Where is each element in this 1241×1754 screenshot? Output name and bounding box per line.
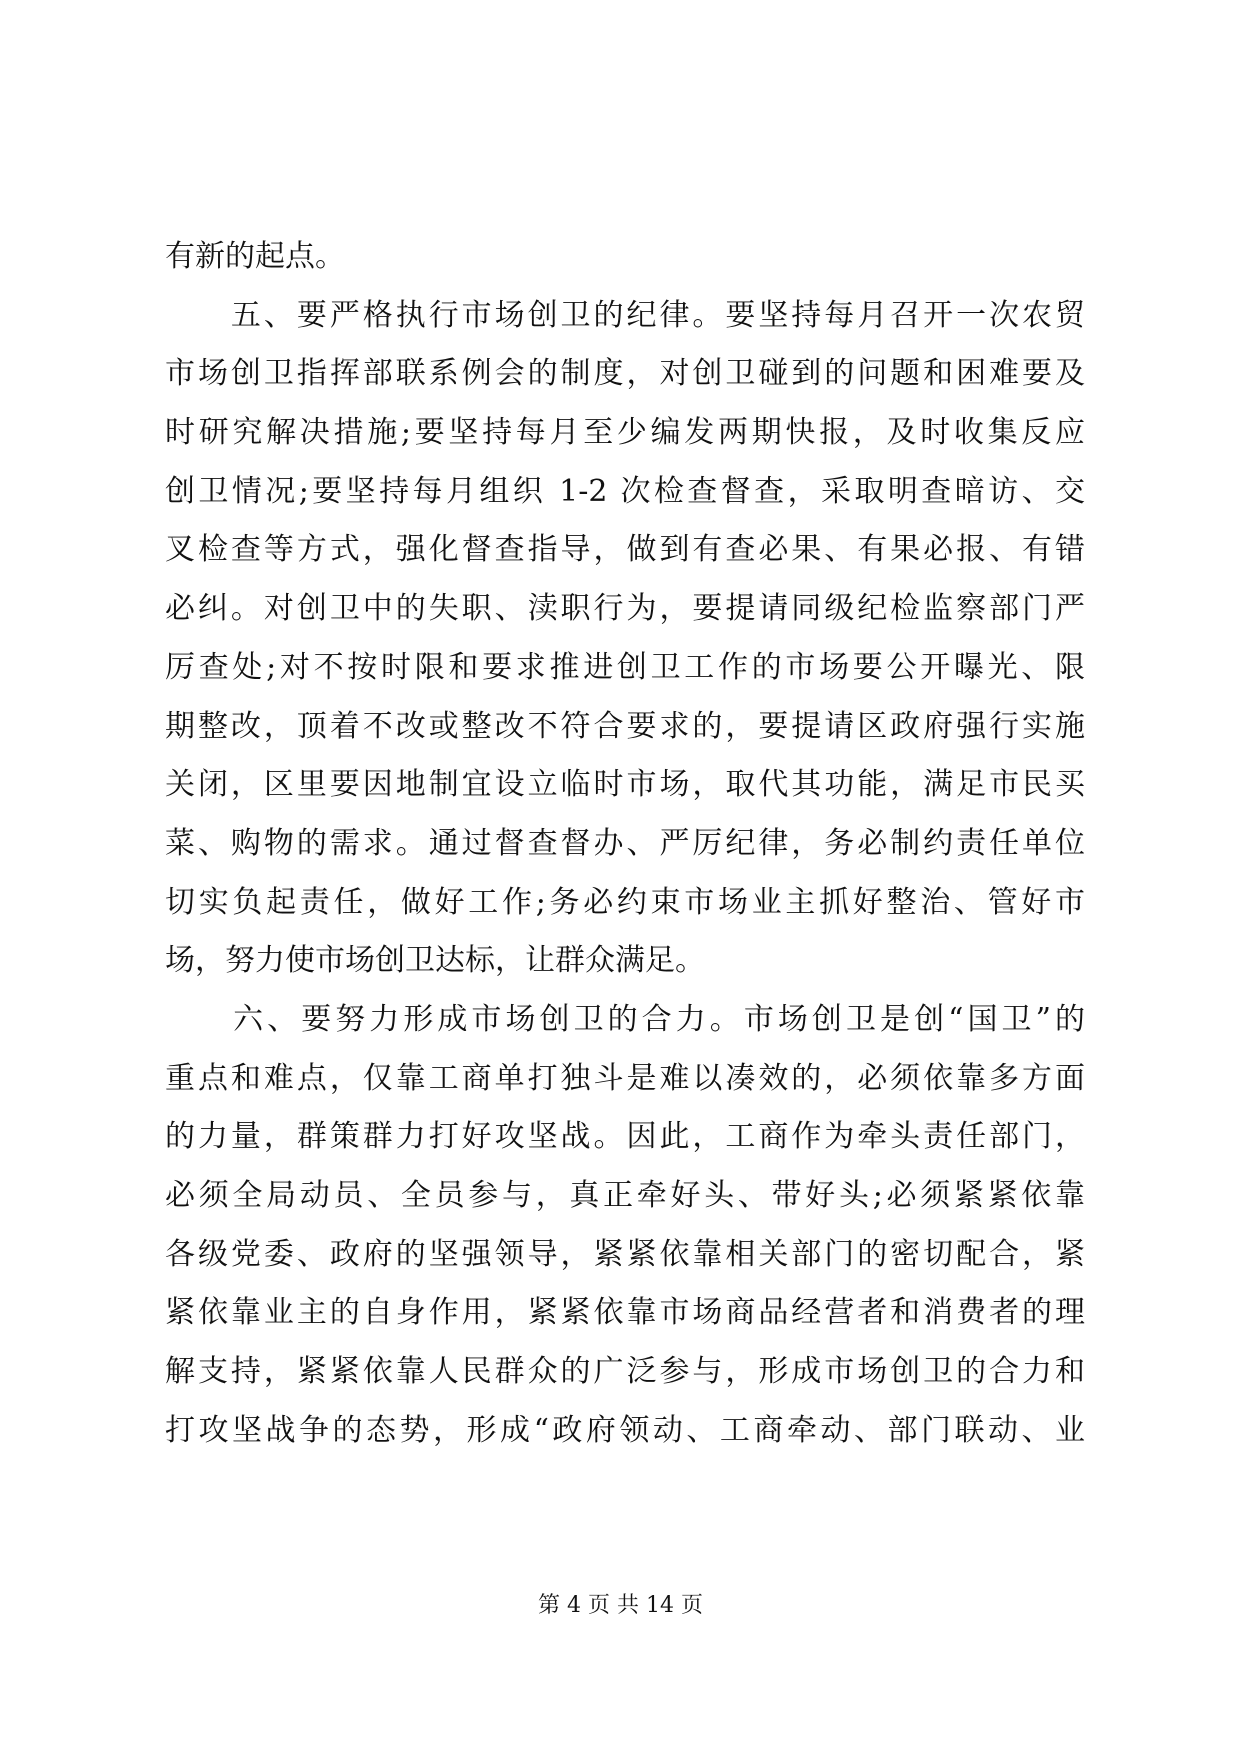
text-line: 各级党委、政府的坚强领导，紧紧依靠相关部门的密切配合，紧 (165, 1236, 1085, 1272)
text-line: 解支持，紧紧依靠人民群众的广泛参与，形成市场创卫的合力和 (165, 1354, 1085, 1390)
text-line: 有新的起点。 (165, 239, 345, 274)
text-line: 创卫情况;要坚持每月组织 1-2 次检查督查，采取明查暗访、交 (165, 473, 1085, 509)
text-line: 六、要努力形成市场创卫的合力。市场创卫是创“国卫”的 (165, 1001, 1085, 1037)
text-line: 切实负起责任，做好工作;务必约束市场业主抓好整治、管好市 (165, 884, 1085, 920)
text-line: 的力量，群策群力打好攻坚战。因此，工商作为牵头责任部门， (165, 1119, 1085, 1155)
text-line: 期整改，顶着不改或整改不符合要求的，要提请区政府强行实施 (165, 708, 1085, 744)
text-line: 重点和难点，仅靠工商单打独斗是难以凑效的，必须依靠多方面 (165, 1060, 1085, 1096)
page-footer: 第 4 页 共 14 页 (538, 1593, 703, 1618)
text-line: 必须全局动员、全员参与，真正牵好头、带好头;必须紧紧依靠 (165, 1178, 1085, 1213)
text-line: 市场创卫指挥部联系例会的制度，对创卫碰到的问题和困难要及 (165, 356, 1085, 392)
text-line: 必纠。对创卫中的失职、渎职行为，要提请同级纪检监察部门严 (165, 591, 1085, 627)
text-line: 厉查处;对不按时限和要求推进创卫工作的市场要公开曝光、限 (165, 649, 1085, 685)
text-line: 打攻坚战争的态势，形成“政府领动、工商牵动、部门联动、业 (165, 1412, 1085, 1448)
text-line: 紧依靠业主的自身作用，紧紧依靠市场商品经营者和消费者的理 (165, 1295, 1085, 1331)
text-line: 五、要严格执行市场创卫的纪律。要坚持每月召开一次农贸 (165, 297, 1085, 333)
body-text (165, 228, 1085, 1460)
text-line: 时研究解决措施;要坚持每月至少编发两期快报，及时收集反应 (165, 415, 1085, 451)
text-line: 叉检查等方式，强化督查指导，做到有查必果、有果必报、有错 (165, 532, 1085, 568)
text-line: 菜、购物的需求。通过督查督办、严厉纪律，务必制约责任单位 (165, 825, 1085, 861)
text-line: 关闭，区里要因地制宜设立临时市场，取代其功能，满足市民买 (165, 767, 1085, 803)
text-line: 场，努力使市场创卫达标，让群众满足。 (165, 943, 705, 979)
